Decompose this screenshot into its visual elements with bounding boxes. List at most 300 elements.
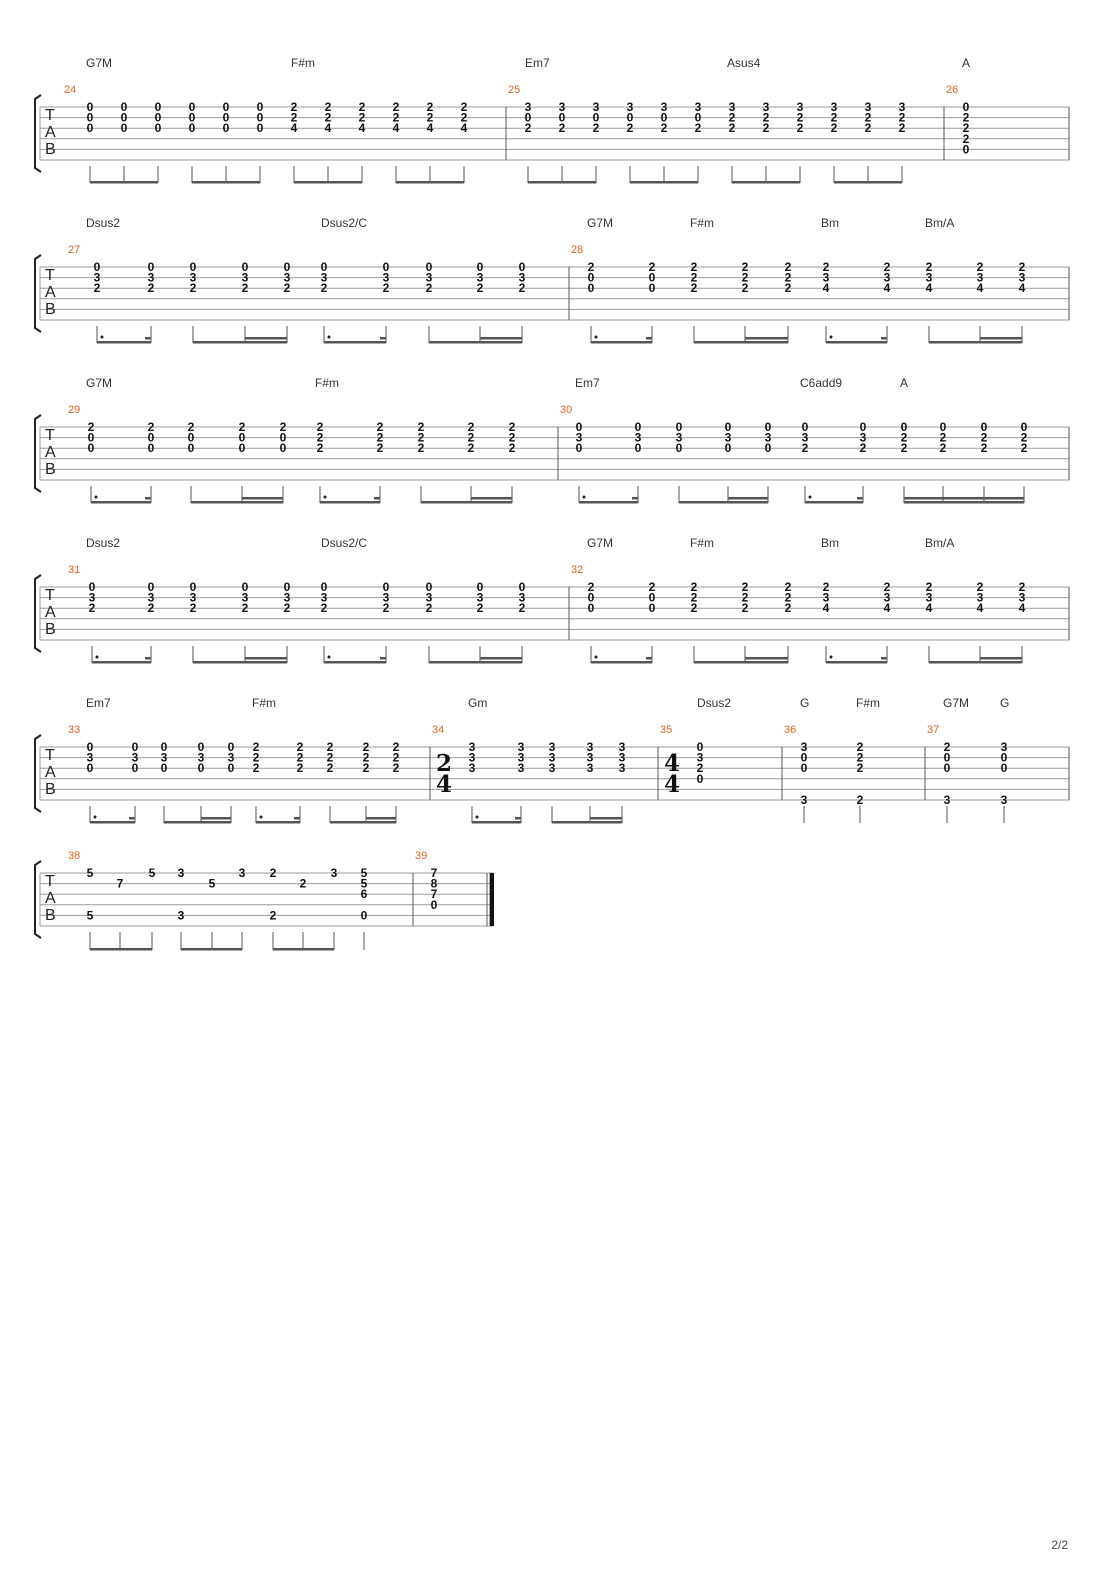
beam: [273, 948, 334, 951]
rhythm-dot: [830, 656, 833, 659]
fret-number: 3: [925, 590, 933, 605]
fret-number: 4: [976, 601, 984, 616]
tab-clef-letter: B: [45, 301, 56, 318]
fret-number: 2: [299, 876, 307, 891]
measure-number: 31: [68, 564, 81, 576]
fret-number: 0: [131, 740, 139, 754]
beam: [90, 948, 152, 951]
chord-name: Bm: [821, 536, 839, 550]
fret-number: 2: [326, 740, 334, 754]
fret-number: 0: [587, 270, 595, 285]
fret-number: 3: [575, 430, 583, 445]
secondary-beam: [632, 497, 638, 500]
fret-number: 2: [943, 740, 951, 754]
fret-number: 3: [86, 750, 94, 765]
fret-number: 3: [330, 866, 338, 880]
fret-number: 3: [518, 590, 526, 605]
fret-number: 2: [962, 121, 970, 136]
rhythm-dot: [595, 336, 598, 339]
fret-number: 0: [256, 100, 264, 114]
chord-name: Em7: [575, 376, 600, 390]
beam: [193, 661, 287, 664]
beam: [679, 501, 768, 504]
fret-number: 5: [360, 876, 368, 891]
fret-number: 0: [189, 580, 197, 594]
fret-number: 0: [724, 441, 732, 456]
fret-number: 4: [392, 121, 400, 136]
rhythm-dot: [476, 816, 479, 819]
beam: [164, 821, 231, 824]
fret-number: 2: [728, 110, 736, 125]
fret-number: 2: [316, 441, 324, 456]
fret-number: 2: [392, 750, 400, 765]
fret-number: 2: [864, 110, 872, 125]
fret-number: 3: [93, 270, 101, 285]
fret-number: 2: [741, 260, 749, 274]
fret-number: 2: [830, 110, 838, 125]
fret-number: 2: [283, 601, 291, 616]
fret-number: 3: [548, 761, 556, 776]
beam: [396, 181, 464, 184]
chord-name: Gm: [468, 696, 488, 710]
fret-number: 2: [252, 740, 260, 754]
fret-number: 2: [362, 740, 370, 754]
fret-number: 0: [147, 430, 155, 445]
secondary-beam: [145, 337, 151, 340]
fret-number: 2: [87, 420, 95, 434]
fret-number: 3: [189, 590, 197, 605]
fret-number: 0: [154, 110, 162, 125]
fret-number: 0: [197, 761, 205, 776]
beam: [805, 501, 863, 504]
secondary-beam: [745, 657, 788, 660]
fret-number: 3: [517, 761, 525, 776]
fret-number: 0: [283, 260, 291, 274]
fret-number: 3: [1018, 270, 1026, 285]
fret-number: 0: [154, 121, 162, 136]
fret-number: 2: [762, 121, 770, 136]
fret-number: 2: [467, 420, 475, 434]
tab-clef-letter: T: [45, 427, 55, 444]
fret-number: 0: [187, 430, 195, 445]
secondary-beam: [881, 657, 887, 660]
fret-number: 2: [976, 260, 984, 274]
secondary-beam: [201, 817, 231, 820]
fret-number: 2: [883, 580, 891, 594]
tab-clef-letter: A: [45, 764, 56, 781]
fret-number: 3: [320, 590, 328, 605]
rhythm-dot: [809, 496, 812, 499]
rhythm-dot: [595, 656, 598, 659]
rhythm-dot: [324, 496, 327, 499]
fret-number: 0: [238, 441, 246, 456]
tab-clef-letter: A: [45, 604, 56, 621]
fret-number: 3: [468, 750, 476, 765]
fret-number: 3: [696, 750, 704, 765]
secondary-beam: [857, 497, 863, 500]
fret-number: 0: [648, 281, 656, 296]
fret-number: 2: [900, 430, 908, 445]
chord-name: F#m: [690, 216, 714, 230]
fret-number: 0: [476, 580, 484, 594]
fret-number: 2: [690, 601, 698, 616]
fret-number: 2: [524, 121, 532, 136]
fret-number: 2: [660, 121, 668, 136]
fret-number: 4: [976, 281, 984, 296]
fret-number: 0: [222, 100, 230, 114]
fret-number: 0: [86, 121, 94, 136]
rhythm-dot: [101, 336, 104, 339]
fret-number: 0: [425, 260, 433, 274]
fret-number: 2: [898, 121, 906, 136]
fret-number: 2: [320, 601, 328, 616]
fret-number: 0: [241, 260, 249, 274]
measure-number: 29: [68, 404, 81, 416]
fret-number: 3: [131, 750, 139, 765]
fret-number: 4: [925, 601, 933, 616]
fret-number: 3: [586, 740, 594, 754]
fret-number: 3: [864, 100, 872, 114]
fret-number: 0: [962, 100, 970, 114]
fret-number: 0: [87, 441, 95, 456]
fret-number: 2: [508, 441, 516, 456]
fret-number: 5: [148, 866, 156, 880]
fret-number: 2: [326, 761, 334, 776]
fret-number: 4: [822, 281, 830, 296]
measure-number: 27: [68, 244, 81, 256]
fret-number: 2: [1020, 441, 1028, 456]
tab-clef-letter: B: [45, 781, 56, 798]
fret-number: 2: [690, 590, 698, 605]
fret-number: 0: [189, 260, 197, 274]
fret-number: 5: [86, 908, 94, 923]
fret-number: 0: [93, 260, 101, 274]
fret-number: 0: [188, 110, 196, 125]
beam: [256, 821, 300, 824]
fret-number: 3: [694, 100, 702, 114]
fret-number: 3: [634, 430, 642, 445]
tab-clef-letter: B: [45, 907, 56, 924]
beam: [181, 948, 242, 951]
fret-number: 0: [188, 121, 196, 136]
fret-number: 4: [883, 601, 891, 616]
fret-number: 4: [460, 121, 468, 136]
secondary-beam: [294, 817, 300, 820]
fret-number: 2: [417, 430, 425, 445]
fret-number: 2: [392, 761, 400, 776]
beam: [591, 341, 652, 344]
beam: [324, 661, 386, 664]
fret-number: 0: [634, 441, 642, 456]
rhythm-dot: [94, 816, 97, 819]
fret-number: 3: [1000, 793, 1008, 807]
chord-name: Dsus2/C: [321, 536, 368, 550]
fret-number: 2: [856, 761, 864, 776]
beam: [694, 661, 788, 664]
secondary-beam: [471, 497, 512, 500]
secondary-beam: [980, 657, 1022, 660]
fret-number: 2: [694, 121, 702, 136]
secondary-beam: [646, 337, 652, 340]
fret-number: 0: [518, 580, 526, 594]
fret-number: 2: [358, 100, 366, 114]
fret-number: 3: [468, 761, 476, 776]
beam: [826, 661, 887, 664]
fret-number: 0: [634, 420, 642, 434]
fret-number: 0: [764, 420, 772, 434]
fret-number: 3: [976, 270, 984, 285]
fret-number: 2: [690, 270, 698, 285]
beam: [324, 341, 386, 344]
fret-number: 2: [587, 580, 595, 594]
fret-number: 2: [801, 441, 809, 456]
fret-number: 2: [316, 430, 324, 445]
fret-number: 2: [241, 281, 249, 296]
beam: [320, 501, 380, 504]
fret-number: 3: [859, 430, 867, 445]
fret-number: 2: [784, 590, 792, 605]
fret-number: 3: [801, 430, 809, 445]
fret-number: 0: [320, 580, 328, 594]
fret-number: 0: [86, 110, 94, 125]
beam: [834, 181, 902, 184]
fret-number: 3: [883, 270, 891, 285]
fret-number: 0: [587, 590, 595, 605]
chord-name: Em7: [86, 696, 111, 710]
fret-number: 3: [283, 590, 291, 605]
fret-number: 0: [256, 121, 264, 136]
fret-number: 2: [358, 110, 366, 125]
beam: [429, 341, 522, 344]
fret-number: 3: [548, 750, 556, 765]
fret-number: 2: [558, 121, 566, 136]
fret-number: 4: [1018, 281, 1026, 296]
time-signature-bottom: 4: [435, 771, 453, 798]
fret-number: 0: [648, 590, 656, 605]
secondary-beam: [145, 497, 151, 500]
fret-number: 2: [939, 430, 947, 445]
secondary-beam: [515, 817, 521, 820]
secondary-beam: [881, 337, 887, 340]
beam: [630, 181, 698, 184]
chord-name: F#m: [252, 696, 276, 710]
fret-number: 0: [283, 580, 291, 594]
fret-number: 0: [694, 110, 702, 125]
fret-number: 2: [518, 281, 526, 296]
chord-name: A: [900, 376, 909, 390]
measure-number: 33: [68, 724, 81, 736]
fret-number: 0: [320, 260, 328, 274]
fret-number: 0: [160, 740, 168, 754]
fret-number: 0: [222, 121, 230, 136]
beam: [579, 501, 638, 504]
rhythm-dot: [95, 496, 98, 499]
fret-number: 3: [382, 270, 390, 285]
fret-number: 0: [587, 281, 595, 296]
tab-clef-letter: A: [45, 284, 56, 301]
fret-number: 2: [962, 110, 970, 125]
fret-number: 0: [476, 260, 484, 274]
fret-number: 2: [426, 110, 434, 125]
tab-clef-letter: T: [45, 267, 55, 284]
fret-number: 2: [859, 441, 867, 456]
tab-clef-letter: A: [45, 444, 56, 461]
chord-name: G7M: [86, 376, 113, 390]
fret-number: 5: [86, 866, 94, 880]
fret-number: 3: [764, 430, 772, 445]
chord-name: Bm/A: [925, 216, 955, 230]
secondary-beam: [904, 497, 1024, 500]
fret-number: 0: [227, 740, 235, 754]
fret-number: 0: [800, 750, 808, 765]
tab-clef-letter: T: [45, 873, 55, 890]
fret-number: 0: [962, 142, 970, 157]
fret-number: 2: [900, 441, 908, 456]
beam: [90, 821, 135, 824]
fret-number: 2: [238, 420, 246, 434]
secondary-beam: [728, 497, 768, 500]
secondary-beam: [480, 657, 522, 660]
fret-number: 0: [900, 420, 908, 434]
fret-number: 2: [290, 100, 298, 114]
beam: [90, 181, 158, 184]
beam: [330, 821, 396, 824]
fret-number: 2: [290, 110, 298, 125]
fret-number: 3: [586, 761, 594, 776]
fret-number: 2: [460, 110, 468, 125]
fret-number: 0: [696, 740, 704, 754]
beam: [472, 821, 521, 824]
fret-number: 2: [690, 260, 698, 274]
fret-number: 2: [856, 793, 864, 807]
fret-number: 2: [467, 430, 475, 445]
fret-number: 0: [86, 100, 94, 114]
fret-number: 3: [518, 270, 526, 285]
fret-number: 0: [764, 441, 772, 456]
chord-name: F#m: [291, 56, 315, 70]
fret-number: 0: [187, 441, 195, 456]
beam: [929, 341, 1022, 344]
fret-number: 2: [925, 260, 933, 274]
fret-number: 2: [279, 420, 287, 434]
fret-number: 0: [648, 270, 656, 285]
fret-number: 2: [784, 260, 792, 274]
fret-number: 3: [592, 100, 600, 114]
measure-number: 35: [660, 724, 673, 736]
time-signature-top: 4: [663, 750, 681, 777]
chord-name: G7M: [587, 216, 614, 230]
fret-number: 2: [362, 761, 370, 776]
fret-number: 2: [784, 281, 792, 296]
fret-number: 2: [728, 121, 736, 136]
chord-name: G7M: [587, 536, 614, 550]
fret-number: 2: [252, 750, 260, 765]
fret-number: 0: [675, 420, 683, 434]
fret-number: 3: [1018, 590, 1026, 605]
fret-number: 0: [87, 430, 95, 445]
final-barline-thick: [490, 873, 494, 926]
fret-number: 3: [558, 100, 566, 114]
fret-number: 7: [430, 887, 438, 902]
fret-number: 2: [189, 601, 197, 616]
fret-number: 2: [283, 281, 291, 296]
fret-number: 2: [426, 100, 434, 114]
fret-number: 0: [197, 740, 205, 754]
secondary-beam: [745, 337, 788, 340]
tab-clef-letter: B: [45, 141, 56, 158]
fret-number: 3: [822, 270, 830, 285]
chord-name: Asus4: [727, 56, 761, 70]
fret-number: 4: [925, 281, 933, 296]
rhythm-dot: [830, 336, 833, 339]
fret-number: 3: [88, 590, 96, 605]
fret-number: 2: [741, 601, 749, 616]
fret-number: 2: [296, 750, 304, 765]
fret-number: 2: [741, 580, 749, 594]
beam: [552, 821, 622, 824]
fret-number: 2: [376, 430, 384, 445]
rhythm-dot: [96, 656, 99, 659]
fret-number: 2: [269, 866, 277, 880]
fret-number: 0: [943, 761, 951, 776]
fret-number: 0: [518, 260, 526, 274]
fret-number: 0: [86, 761, 94, 776]
fret-number: 0: [696, 771, 704, 786]
time-signature-top: 2: [435, 750, 453, 777]
fret-number: 3: [425, 590, 433, 605]
fret-number: 2: [296, 740, 304, 754]
fret-number: 0: [524, 110, 532, 125]
beam: [929, 661, 1022, 664]
tab-clef-letter: T: [45, 747, 55, 764]
fret-number: 2: [376, 420, 384, 434]
fret-number: 2: [962, 131, 970, 146]
fret-number: 2: [626, 121, 634, 136]
fret-number: 2: [696, 761, 704, 776]
beam: [591, 661, 652, 664]
secondary-beam: [980, 337, 1022, 340]
page-number: 2/2: [1051, 1538, 1068, 1552]
fret-number: 2: [269, 908, 277, 923]
fret-number: 0: [279, 430, 287, 445]
fret-number: 2: [784, 580, 792, 594]
fret-number: 3: [660, 100, 668, 114]
fret-number: 2: [796, 110, 804, 125]
fret-number: 2: [508, 420, 516, 434]
beam: [193, 341, 287, 344]
chord-name: Em7: [525, 56, 550, 70]
fret-number: 3: [586, 750, 594, 765]
fret-number: 2: [508, 430, 516, 445]
fret-number: 3: [943, 793, 951, 807]
fret-number: 3: [675, 430, 683, 445]
fret-number: 2: [648, 260, 656, 274]
fret-number: 3: [618, 750, 626, 765]
fret-number: 0: [382, 260, 390, 274]
chord-name: F#m: [690, 536, 714, 550]
fret-number: 2: [980, 441, 988, 456]
chord-name: Bm/A: [925, 536, 955, 550]
chord-name: A: [962, 56, 971, 70]
fret-number: 3: [626, 100, 634, 114]
fret-number: 2: [822, 580, 830, 594]
beam: [191, 501, 283, 504]
fret-number: 2: [296, 761, 304, 776]
fret-number: 2: [467, 441, 475, 456]
fret-number: 4: [822, 601, 830, 616]
tab-clef-letter: B: [45, 621, 56, 638]
fret-number: 2: [796, 121, 804, 136]
